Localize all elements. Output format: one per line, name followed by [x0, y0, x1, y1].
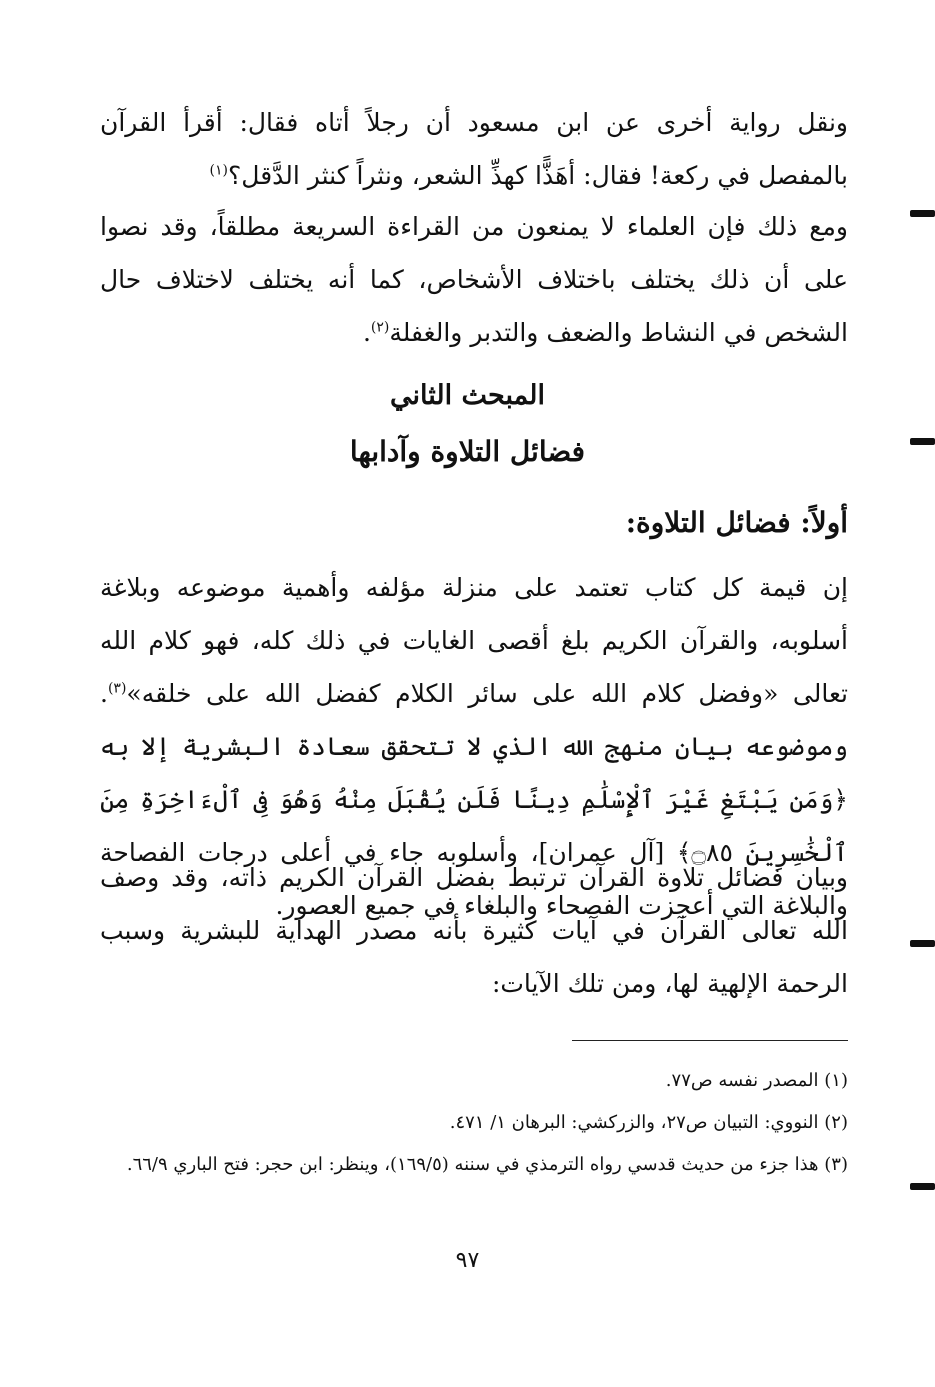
footnote-ref-1: (١): [209, 162, 229, 179]
footnote-3: (٣) هذا جزء من حديث قدسي رواه الترمذي في سننه (١٦٩/٥)، وينظر: ابن حجر: فتح الباري ٦٦/٩.: [126, 1154, 848, 1175]
section-title: فضائل التلاوة وآدابها: [349, 435, 586, 468]
margin-mark: [910, 940, 935, 947]
footnote-2: (٢) النووي: التبيان ص٢٧، والزركشي: البرهان ١/ ٤٧١.: [449, 1112, 848, 1133]
paragraph-text-continued: . وموضوعه بيان منهج الله الذي لا تتحقق سعادة البشرية إلا به ﴿وَمَن يَبْتَغِ غَيْرَ ٱلْإِسْلَٰمِ دِينًا فَلَن يُقْبَلَ مِنْهُ وَهُوَ فِى ٱلْءَاخِرَةِ مِنَ ٱلْخَٰسِرِينَ ۝٨٥﴾ [آل عمران]، وأسلوبه جاء في أعلى درجات الفصاحة والبلاغة التي أعجزت الفصحاء والبلغاء في جميع العصور.: [100, 679, 848, 920]
paragraph-scholars: [100, 200, 848, 359]
margin-mark: [910, 1183, 935, 1190]
footnote-separator: [572, 1040, 848, 1041]
margin-mark: [910, 210, 935, 217]
paragraph-virtues-recitation: [100, 851, 848, 1010]
footnote-ref-2: (٢): [370, 319, 390, 336]
footnote-ref-3: (٣): [107, 680, 127, 697]
paragraph-text: ونقل رواية أخرى عن ابن مسعود أن رجلاً أتاه فقال: أقرأ القرآن بالمفصل في ركعة! فقال: أهَذًّا كهذِّ الشعر، ونثراً كنثر الدَّقل؟: [100, 108, 848, 190]
paragraph-end-period: .: [362, 318, 371, 347]
margin-mark: [910, 438, 935, 445]
footnote-1: (١) المصدر نفسه ص٧٧.: [665, 1070, 848, 1091]
subsection-heading: أولاً: فضائل التلاوة:: [625, 506, 848, 539]
page-number: ٩٧: [455, 1248, 480, 1273]
paragraph-text: ومع ذلك فإن العلماء لا يمنعون من القراءة السريعة مطلقاً، وقد نصوا على أن ذلك يختلف باختلاف الأشخاص، كما أنه يختلف لاختلاف حال الشخص في النشاط والضعف والتدبر والغفلة: [100, 212, 848, 347]
paragraph-text: إن قيمة كل كتاب تعتمد على منزلة مؤلفه وأهمية موضوعه وبلاغة أسلوبه، والقرآن الكريم بلغ أقصى الغايات في ذلك كله، فهو كلام الله تعالى «وفضل كلام الله على سائر الكلام كفضل الله على خلقه»: [100, 573, 848, 708]
section-heading: المبحث الثاني: [390, 380, 545, 411]
paragraph-text: وبيان فضائل تلاوة القرآن ترتبط بفضل القرآن الكريم ذاته، وقد وصف الله تعالى القرآن في آيات كثيرة بأنه مصدر الهداية للبشرية وسبب الرحمة الإلهية لها، ومن تلك الآيات:: [100, 863, 848, 998]
paragraph-ibn-masud: [100, 96, 848, 202]
